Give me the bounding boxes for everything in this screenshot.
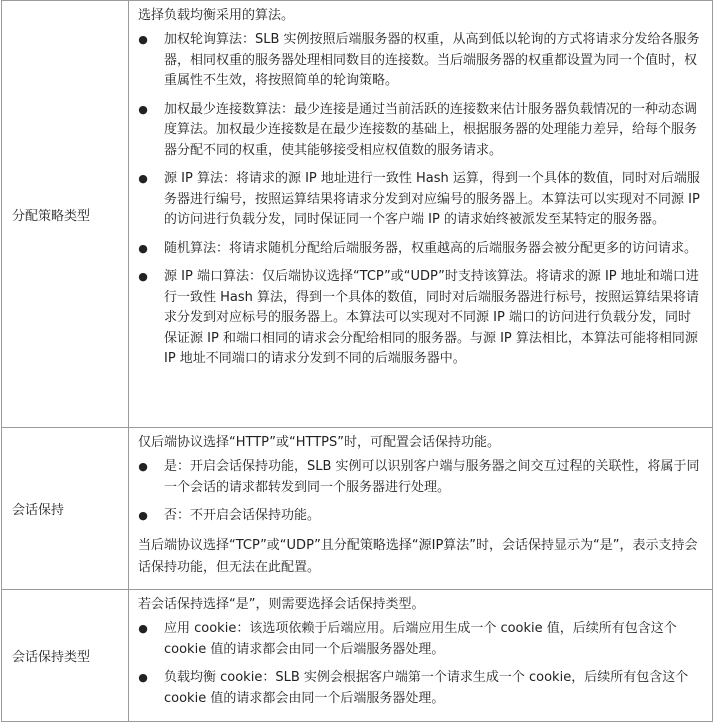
list-item — [138, 267, 703, 370]
list-item-text: 负载均衡 cookie：SLB 实例会根据客户端第一个请求生成一个 cookie，后续所有包含这个 cookie 值的请求都会由同一个后端服务器处理。 — [164, 670, 689, 706]
row-intro: 仅后端协议选择“HTTP”或“HTTPS”时，可配置会话保持功能。 — [138, 435, 500, 450]
row-label-session-persistence-type: 会话保持类型 — [2, 590, 129, 722]
bullet-icon: ● — [138, 671, 148, 684]
row-note: 当后端协议选择“TCP”或“UDP”且分配策略选择“源IP算法”时，会话保持显示为“是”，表示支持会话保持功能，但无法在此配置。 — [138, 537, 698, 575]
bullet-icon: ● — [138, 33, 148, 46]
list-item-text: 加权最少连接数算法：最少连接是通过当前活跃的连接数来估计服务器负载情况的一种动态调度算法。加权最少连接数是在最少连接数的基础上，根据服务器的处理能力差异，给每个服务器分配不同的权重，使其能够接受相应权值数的服务请求。 — [164, 101, 698, 158]
list-item — [138, 169, 703, 231]
list-item-text: 加权轮询算法：SLB 实例按照后端服务器的权重，从高到低以轮询的方式将请求分发给各服务器，相同权重的服务器处理相同数目的连接数。当后端服务器的权重都设置为同一个值时，权重属性不生效，将按照简单的轮询策略。 — [164, 32, 700, 88]
bullet-icon: ● — [138, 460, 148, 473]
row-content-session-persistence — [129, 428, 713, 590]
bullet-icon: ● — [138, 102, 148, 116]
list-item — [138, 506, 703, 527]
bullet-icon: ● — [138, 509, 148, 522]
list-item — [138, 100, 703, 162]
option-list — [138, 30, 703, 370]
list-item — [138, 30, 703, 92]
list-item — [138, 619, 703, 660]
row-intro: 选择负载均衡采用的算法。 — [138, 8, 295, 23]
row-content-scheduling-algorithm — [129, 1, 713, 428]
bullet-icon: ● — [138, 172, 148, 185]
row-label-session-persistence: 会话保持 — [2, 428, 129, 590]
table-row-scheduling-algorithm — [2, 1, 713, 428]
option-list — [138, 457, 703, 527]
bullet-icon: ● — [138, 241, 148, 255]
table-row-session-persistence — [2, 428, 713, 590]
table-row-session-persistence-type — [2, 590, 713, 722]
list-item — [138, 668, 703, 709]
bullet-icon: ● — [138, 622, 148, 635]
list-item — [138, 457, 703, 498]
list-item-text: 源 IP 算法：将请求的源 IP 地址进行一致性 Hash 运算，得到一个具体的数值，同时对后端服务器进行编号，按照运算结果将请求分发到对应编号的服务器上。本算法可以实现对不同源 IP 的访问进行负载分发，同时保证同一个客户端 IP 的请求始终被派发至某特定的服务器。 — [164, 171, 700, 227]
bullet-icon: ● — [138, 270, 148, 283]
list-item-text: 应用 cookie：该选项依赖于后端应用。后端应用生成一个 cookie 值，后续所有包含这个 cookie 值的请求都会由同一个后端服务器处理。 — [164, 621, 677, 657]
parameter-table — [1, 0, 713, 722]
list-item-text: 随机算法：将请求随机分配给后端服务器，权重越高的后端服务器会被分配更多的访问请求。 — [164, 240, 698, 256]
list-item-text: 是：开启会话保持功能，SLB 实例可以识别客户端与服务器之间交互过程的关联性，将属于同一个会话的请求都转发到同一个服务器进行处理。 — [164, 459, 700, 495]
list-item-text: 否：不开启会话保持功能。 — [164, 508, 321, 523]
row-intro: 若会话保持选择“是”，则需要选择会话保持类型。 — [138, 597, 425, 612]
row-label-scheduling-algorithm: 分配策略类型 — [2, 1, 129, 428]
list-item — [138, 239, 703, 260]
option-list — [138, 619, 703, 709]
row-content-session-persistence-type — [129, 590, 713, 722]
list-item-text: 源 IP 端口算法：仅后端协议选择“TCP”或“UDP”时支持该算法。将请求的源 IP 地址和端口进行一致性 Hash 算法，得到一个具体的数值，同时对后端服务器进行标号，按照运算结果将请求分发到对应标号的服务器上。本算法可以实现对不同源 IP 端口的访问进行负载分发，同时保证源 IP 和端口相同的请求会分配给相同的服务器。与源 IP 算法相比，本算法可能将相同源 IP 地址不同端口的请求分发到不同的后端服务器中。 — [164, 269, 700, 366]
